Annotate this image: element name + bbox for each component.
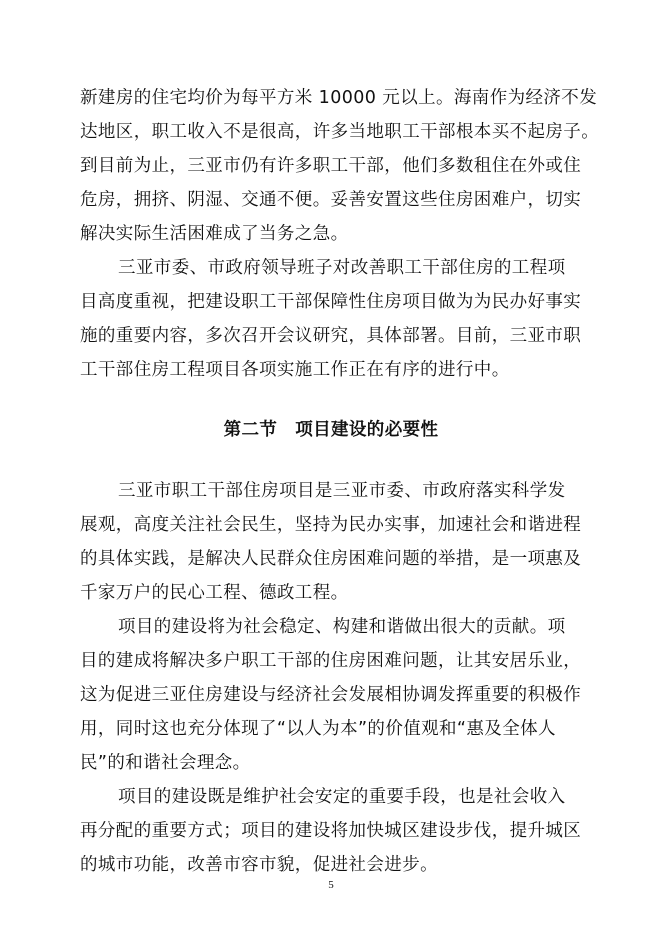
text-line: 的具体实践，是解决人民群众住房困难问题的举措，是一项惠及	[80, 549, 582, 569]
text-line: 目高度重视，把建设职工干部保障性住房项目做为为民办好事实	[80, 292, 582, 312]
text-line: 项目的建设将为社会稳定、构建和谐做出很大的贡献。项	[118, 617, 566, 637]
text-line: 展观，高度关注社会民生，坚持为民办实事，加速社会和谐进程	[80, 515, 582, 535]
text-line: 达地区，职工收入不是很高，许多当地职工干部根本买不起房子。	[80, 122, 600, 142]
text-line: 的城市功能，改善市容市貌，促进社会进步。	[80, 855, 438, 875]
text-line: 施的重要内容，多次召开会议研究，具体部署。目前，三亚市职	[80, 326, 582, 346]
section-heading: 第二节 项目建设的必要性	[223, 420, 439, 440]
text-line: 三亚市职工干部住房项目是三亚市委、市政府落实科学发	[118, 481, 566, 501]
text-line: 再分配的重要方式；项目的建设将加快城区建设步伐，提升城区	[80, 821, 582, 841]
text-line: 解决实际生活困难成了当务之急。	[80, 224, 349, 244]
text-line: 这为促进三亚住房建设与经济社会发展相协调发挥重要的积极作	[80, 685, 582, 705]
text-line: 三亚市委、市政府领导班子对改善职工干部住房的工程项	[118, 258, 566, 278]
text-line: 目的建成将解决多户职工干部的住房困难问题，让其安居乐业，	[80, 651, 582, 671]
text-line: 新建房的住宅均价为每平方米 10000 元以上。海南作为经济不发	[80, 88, 598, 108]
text-line: 工干部住房工程项目各项实施工作正在有序的进行中。	[80, 360, 510, 380]
text-line: 危房，拥挤、阴湿、交通不便。妥善安置这些住房困难户，切实	[80, 190, 582, 210]
text-line: 用，同时这也充分体现了“以人为本”的价值观和“惠及全体人	[80, 719, 556, 739]
text-line: 千家万户的民心工程、德政工程。	[80, 583, 349, 603]
text-line: 项目的建设既是维护社会安定的重要手段，也是社会收入	[118, 787, 566, 807]
text-line: 到目前为止，三亚市仍有许多职工干部，他们多数租住在外或住	[80, 156, 582, 176]
text-line: 民”的和谐社会理念。	[80, 753, 251, 773]
page-number: 5	[328, 879, 334, 891]
